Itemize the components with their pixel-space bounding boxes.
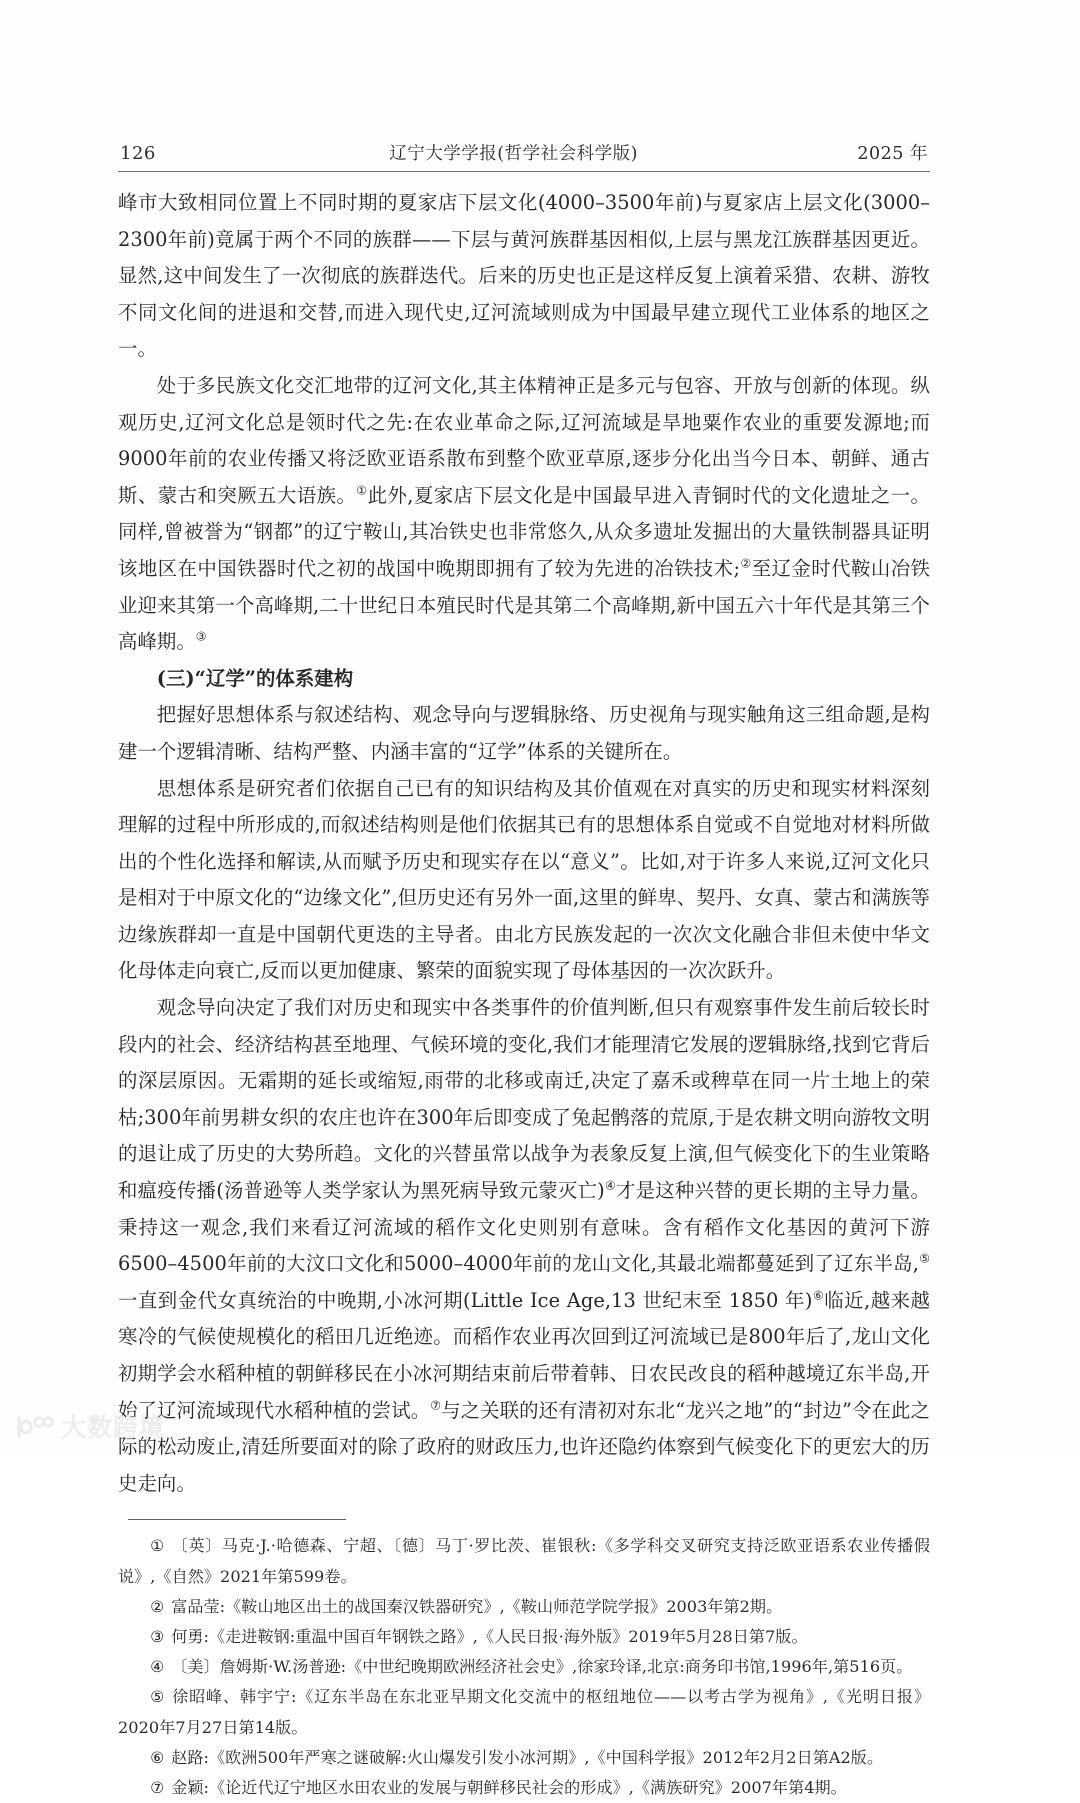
footnote-number: ④	[150, 1658, 165, 1677]
footnotes-area	[118, 1519, 930, 1803]
paragraph-continuation: 峰市大致相同位置上不同时期的夏家店下层文化(4000–3500年前)与夏家店上层文化(3000–2300年前)竟属于两个不同的族群——下层与黄河族群基因相似,上层与黑龙江族群基因更近。显然,这中间发生了一次彻底的族群迭代。后来的历史也正是这样反复上演着采猎、农耕、游牧不同文化间的进退和交替,而进入现代史,辽河流域则成为中国最早建立现代工业体系的地区之一。	[118, 191, 930, 361]
footnote-marker-4[interactable]: ④	[604, 1178, 616, 1193]
footnote-number: ⑤	[150, 1688, 166, 1707]
journal-title: 辽宁大学学报(哲学社会科学版)	[389, 144, 638, 164]
paragraph-text-cont: 才是这种兴替的更长期的主导力量。秉持这一观念,我们来看辽河流域的稻作文化史则别有意味。含有稻作文化基因的黄河下游6500–4500年前的大汶口文化和5000–4000年前的龙山文化,其最北端都蔓延到了辽东半岛,	[118, 1179, 930, 1276]
watermark-text: 大数跨境	[61, 1412, 166, 1442]
footnote-item	[118, 1773, 930, 1803]
paragraph-text-cont2: 一直到金代女真统治的中晚期,小冰河期(Little Ice Age,13 世纪末至 1850 年)	[118, 1288, 813, 1312]
paragraph-system-building: 把握好思想体系与叙述结构、观念导向与逻辑脉络、历史视角与现实触角这三组命题,是构建一个逻辑清晰、结构严整、内涵丰富的“辽学”体系的关键所在。	[118, 703, 930, 763]
footnote-marker-2[interactable]: ②	[740, 556, 752, 571]
footnote-number: ③	[150, 1627, 165, 1646]
footnote-text: 何勇:《走进鞍钢:重温中国百年钢铁之路》,《人民日报·海外版》2019年5月28日第7版。	[171, 1626, 808, 1646]
paragraph-text-cont4: 与之关联的还有清初对东北“龙兴之地”的“封边”令在此之际的松动废止,清廷所要面对的除了政府的财政压力,也许还隐约体察到气候变化下的更宏大的历史走向。	[118, 1398, 930, 1495]
page-number: 126	[120, 143, 156, 164]
footnote-text: 〔美〕詹姆斯·W.汤普逊:《中世纪晚期欧洲经济社会史》,徐家玲译,北京:商务印书馆,1996年,第516页。	[171, 1657, 913, 1677]
footnote-marker-5[interactable]: ⑤	[919, 1251, 930, 1266]
footnote-number: ①	[150, 1537, 165, 1556]
footnote-marker-1[interactable]: ①	[356, 483, 368, 498]
footnote-number: ⑥	[150, 1748, 165, 1767]
footnote-text: 徐昭峰、韩宇宁:《辽东半岛在东北亚早期文化交流中的枢纽地位——以考古学为视角》,《光明日报》2020年7月27日第14版。	[118, 1687, 930, 1737]
header-rule	[118, 171, 930, 172]
article-body	[118, 185, 930, 1502]
publication-year: 2025 年	[857, 144, 928, 164]
footnote-text: 金颖:《论近代辽宁地区水田农业的发展与朝鲜移民社会的形成》,《满族研究》2007年第4期。	[171, 1778, 847, 1797]
footnote-item	[118, 1531, 930, 1591]
footnote-number: ②	[150, 1597, 165, 1616]
page-content	[118, 140, 930, 1803]
footnote-item	[118, 1743, 930, 1773]
paragraph-text: 观念导向决定了我们对历史和现实中各类事件的价值判断,但只有观察事件发生前后较长时段内的社会、经济结构甚至地理、气候环境的变化,我们才能理清它发展的逻辑脉络,找到它背后的深层原因。无霜期的延长或缩短,雨带的北移或南迁,决定了嘉禾或稗草在同一片土地上的荣枯;300年前男耕女织的农庄也许在300年后即变成了兔起鹘落的荒原,于是农耕文明向游牧文明的退让成了历史的大势所趋。文化的兴替虽常以战争为表象反复上演,但气候变化下的生业策略和瘟疫传播(汤普逊等人类学家认为黑死病导致元蒙灭亡)	[118, 996, 930, 1203]
footnote-item	[118, 1592, 930, 1622]
footnote-item	[118, 1652, 930, 1682]
footnote-text: 赵路:《欧洲500年严寒之谜破解:火山爆发引发小冰河期》,《中国科学报》2012年2月2日第A2版。	[171, 1747, 884, 1767]
footnote-item	[118, 1682, 930, 1742]
footnote-marker-3[interactable]: ③	[195, 629, 207, 644]
paragraph-concept-orientation	[118, 990, 930, 1502]
footnote-marker-6[interactable]: ⑥	[812, 1288, 825, 1303]
footnote-number: ⑦	[150, 1779, 165, 1797]
section-heading: (三)“辽学”的体系建构	[156, 666, 354, 690]
footnote-text: 〔英〕马克·J.·哈德森、宁超、〔德〕马丁·罗比茨、崔银秋:《多学科交叉研究支持泛欧亚语系农业传播假说》,《自然》2021年第599卷。	[118, 1536, 930, 1586]
paragraph-text-cont3: 临近,越来越寒冷的气候使规模化的稻田几近绝迹。而稻作农业再次回到辽河流域已是800年后了,龙山文化初期学会水稻种植的朝鲜移民在小冰河期结束前后带着韩、日农民改良的稻种越境辽东半岛,开始了辽河流域现代水稻种植的尝试。	[118, 1288, 930, 1422]
footnote-marker-7[interactable]: ⑦	[430, 1398, 442, 1413]
footnote-list	[118, 1531, 930, 1803]
running-head	[118, 140, 930, 171]
paragraph-text: 处于多民族文化交汇地带的辽河文化,其主体精神正是多元与包容、开放与创新的体现。纵观历史,辽河文化总是领时代之先:在农业革命之际,辽河流域是旱地粟作农业的重要发源地;而9000年前的农业传播又将泛欧亚语系散布到整个欧亚草原,逐步分化出当今日本、朝鲜、通古斯、蒙古和突厥五大语族。	[118, 373, 930, 507]
paragraph-liaohe-culture	[118, 368, 930, 661]
paragraph-text-cont2: 至辽金时代鞍山冶铁业迎来其第一个高峰期,二十世纪日本殖民时代是其第二个高峰期,新中国五六十年代是其第三个高峰期。	[118, 556, 931, 654]
footnote-item	[118, 1622, 930, 1652]
watermark	[14, 1414, 165, 1440]
footnote-text: 富品莹:《鞍山地区出土的战国秦汉铁器研究》,《鞍山师范学院学报》2003年第2期。	[171, 1596, 783, 1616]
dashu-kuajing-logo-icon	[14, 1414, 54, 1440]
paragraph-thought-system: 思想体系是研究者们依据自己已有的知识结构及其价值观在对真实的历史和现实材料深刻理解的过程中所形成的,而叙述结构则是他们依据其已有的思想体系自觉或不自觉地对材料所做出的个性化选择和解读,从而赋予历史和现实存在以“意义”。比如,对于许多人来说,辽河文化只是相对于中原文化的“边缘文化”,但历史还有另外一面,这里的鲜卑、契丹、女真、蒙古和满族等边缘族群却一直是中国朝代更迭的主导者。由北方民族发起的一次次文化融合非但未使中华文化母体走向衰亡,反而以更加健康、繁荣的面貌实现了母体基因的一次次跃升。	[118, 776, 930, 983]
footnote-separator-rule	[128, 1519, 346, 1520]
paragraph-text-cont: 此外,夏家店下层文化是中国最早进入青铜时代的文化遗址之一。同样,曾被誉为“钢都”的辽宁鞍山,其冶铁史也非常悠久,从众多遗址发掘出的大量铁制器具证明该地区在中国铁器时代之初的战国中晚期即拥有了较为先进的冶铁技术;	[118, 483, 930, 580]
